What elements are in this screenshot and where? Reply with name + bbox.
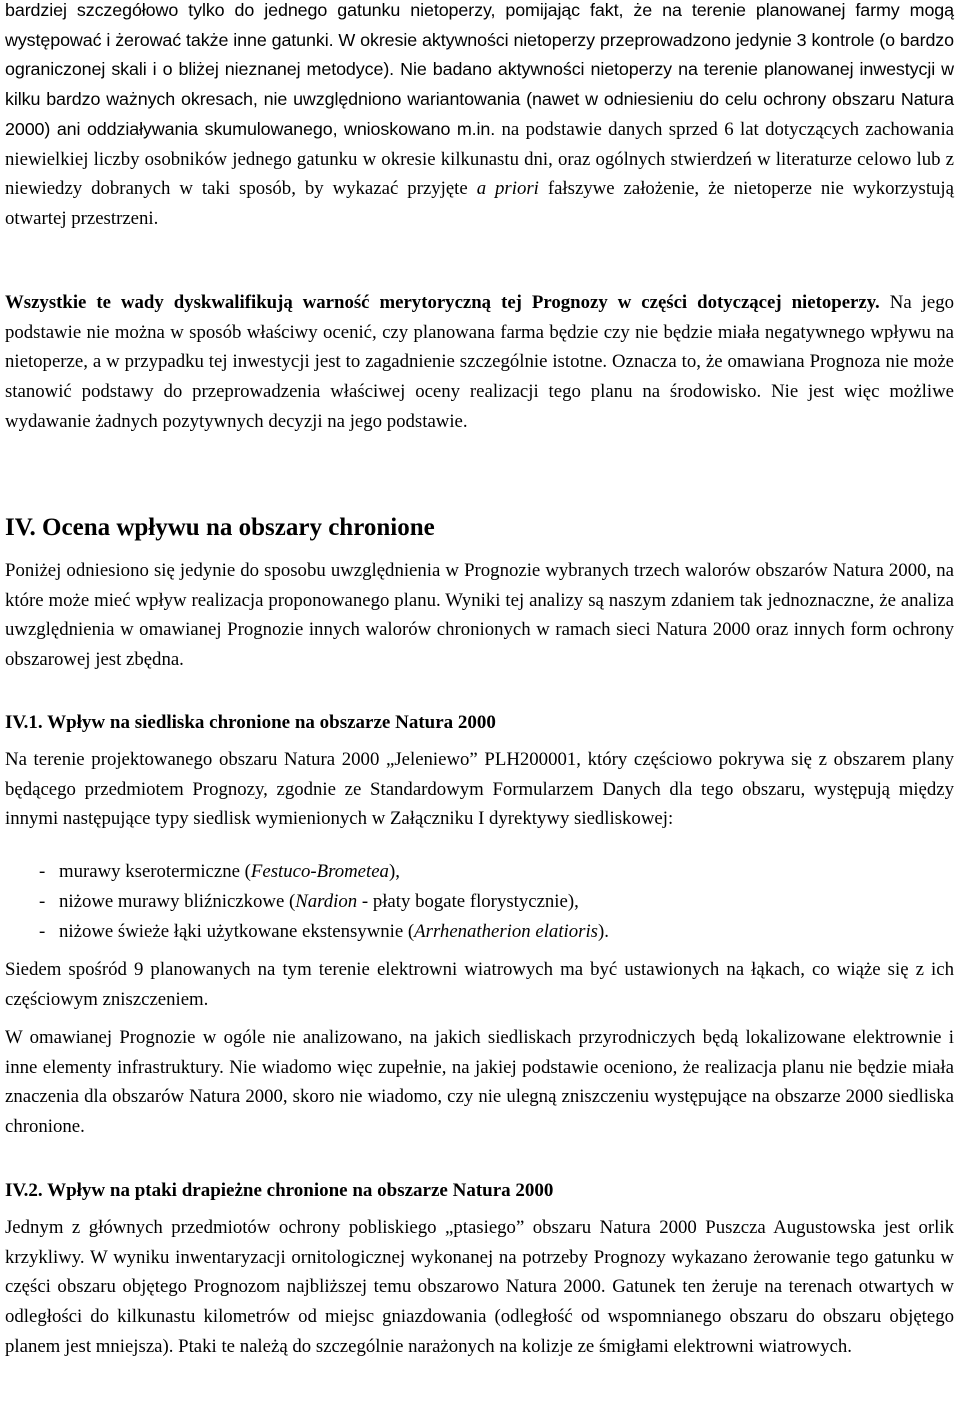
serif-text-run: na podstawie danych sprzed 6 lat dotyczących zachowania niewielkiej liczby osobników jednego gatunku w okresie kilkunastu dni, oraz ogólnych stwierdzeń w literaturze celowo lub z niewiedzy dobranych w taki sposób, by wykazać przyjęte xyxy=(5,118,955,200)
section-heading-iv-1: IV.1. Wpływ na siedliska chronione na obszarze Natura 2000 xyxy=(5,712,496,733)
section-iv-1-intro: Na terenie projektowanego obszaru Natura 2000 „Jeleniewo” PLH200001, który częściowo pokrywa się z obszarem plany będącego przedmiotem Prognozy, zgodnie ze Standardowym Formularzem Danych dla tego obszaru, występują między innymi następujące typy siedlisk wymienionych w Załączniku I dyrektywy siedliskowej: xyxy=(5,749,954,830)
conclusion-paragraph xyxy=(5,288,954,437)
serif-text-run-end: fałszywe założenie, że nietoperze nie wykorzystują otwartej przestrzeni. xyxy=(5,178,954,229)
sans-text-run: bardziej szczegółowo tylko do jednego gatunku nietoperzy, pomijając fakt, że na terenie planowanej farmy mogą występować i żerować także inne gatunki. W okresie aktywności nietoperzy przeprowadzono jedynie 3 kontrole (o bardzo ograniczonej skali i o bliżej nieznanej metodyce). Nie badano aktywności nietoperzy na terenie planowanej inwestycji w kilku bardzo ważnych okresach, nie uwzględniono wariantowania (nawet w odniesieniu do celu ochrony obszaru Natura 2000) ani oddziaływania skumulowanego, wnioskowano m.in. xyxy=(5,0,954,139)
list-item: - murawy kserotermiczne (Festuco-Brometea), xyxy=(39,861,400,882)
conclusion-bold-sentence: Wszystkie te wady dyskwalifikują warność merytoryczną tej Prognozy w części dotyczącej nietoperzy. xyxy=(5,292,880,313)
section-heading-iv-2: IV.2. Wpływ na ptaki drapieżne chronione na obszarze Natura 2000 xyxy=(5,1180,554,1201)
section-iv-intro: Poniżej odniesiono się jedynie do sposobu uwzględnienia w Prognozie wybranych trzech walorów obszarów Natura 2000, na które może mieć wpływ realizacja proponowanego planu. Wyniki tej analizy są naszym zdaniem tak jednoznaczne, że analiza uwzględnienia w omawianej Prognozie innych walorów chronionych w ramach sieci Natura 2000 oraz innych form ochrony obszarowej jest zbędna. xyxy=(5,560,954,671)
list-item: - niżowe świeże łąki użytkowane ekstensywnie (Arrhenatherion elatioris). xyxy=(39,921,609,942)
turbines-on-meadows-paragraph: Siedem spośród 9 planowanych na tym terenie elektrowni wiatrowych ma być ustawionych na łąkach, co wiąże się z ich częściowym zniszczeniem. xyxy=(5,959,954,1010)
raptors-paragraph: Jednym z głównych przedmiotów ochrony pobliskiego „ptasiego” obszaru Natura 2000 Puszcza Augustowska jest orlik krzykliwy. W wyniku inwentaryzacji ornitologicznej wykonanej na potrzeby Prognozy wykazano żerowanie tego gatunku w części obszaru objętego Prognozom najbliższej temu obszarowo Natura 2000. Gatunek ten żeruje na terenach otwartych w odległości do kilkunastu kilometrów od miejsc gniazdowania (odległość od wspomnianego obszaru do obszaru objętego planem jest mniejsza). Ptaki te należą do szczególnie narażonych na kolizje ze śmigłami elektrowni wiatrowych. xyxy=(5,1217,954,1357)
list-item: - niżowe murawy bliźniczkowe (Nardion - płaty bogate florystycznie), xyxy=(39,891,579,912)
habitats-not-analyzed-paragraph: W omawianej Prognozie w ogóle nie analizowano, na jakich siedliskach przyrodniczych będą lokalizowane elektrownie i inne elementy infrastruktury. Nie wiadomo więc zupełnie, na jakiej podstawie oceniono, że realizacja planu nie będzie miała znaczenia dla obszarów Natura 2000, skoro nie wiadomo, czy nie ulegną zniszczeniu występujące na obszarze 2000 siedliska chronione. xyxy=(5,1027,954,1138)
section-heading-iv: IV. Ocena wpływu na obszary chronione xyxy=(5,514,435,541)
italic-term: a priori xyxy=(476,178,539,200)
conclusion-text: Na jego podstawie nie można w sposób właściwy ocenić, czy planowana farma będzie czy nie będzie miała negatywnego wpływu na nietoperze, a w przypadku tej inwestycji jest to zagadnienie szczególnie istotne. Oznacza to, że omawiana Prognoza nie może stanowić podstawy do przeprowadzenia właściwej oceny realizacji tego planu na środowisko. Nie jest więc możliwe wydawanie żadnych pozytywnych decyzji na jego podstawie. xyxy=(5,292,954,432)
habitat-list xyxy=(5,857,954,947)
bats-assessment-paragraph xyxy=(5,0,954,234)
